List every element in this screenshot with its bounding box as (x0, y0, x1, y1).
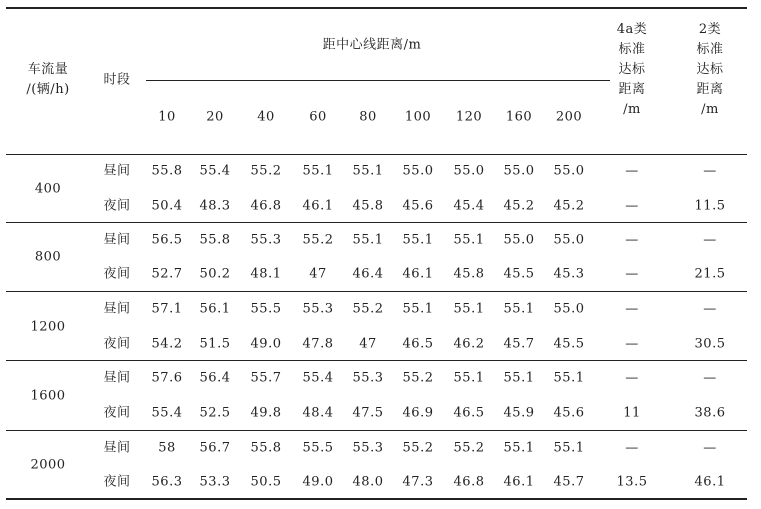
value-cell: 46.2 (453, 336, 485, 352)
period-cell: 夜间 (103, 474, 131, 490)
std-2-cell: — (703, 232, 717, 248)
std-4a-cell: — (625, 370, 639, 386)
value-cell: 45.4 (453, 198, 485, 214)
value-cell: 55.4 (302, 370, 334, 386)
group-divider (6, 360, 747, 361)
value-cell: 55.3 (250, 232, 282, 248)
std-2-cell: — (703, 301, 717, 317)
value-cell: 47 (359, 336, 377, 352)
value-cell: 46.8 (250, 198, 282, 214)
period-cell: 夜间 (103, 198, 131, 214)
header-period: 时段 (103, 72, 131, 88)
value-cell: 45.8 (352, 198, 384, 214)
value-cell: 50.4 (151, 198, 183, 214)
value-cell: 45.2 (503, 198, 535, 214)
std-4a-cell: — (625, 198, 639, 214)
header-distance-group: 距中心线距离/m (322, 37, 422, 53)
noise-distance-table (6, 0, 747, 509)
value-cell: 56.4 (199, 370, 231, 386)
std-4a-cell: — (625, 440, 639, 456)
value-cell: 45.7 (503, 336, 535, 352)
value-cell: 55.0 (553, 232, 585, 248)
flow-cell: 1200 (30, 319, 66, 334)
value-cell: 55.3 (352, 370, 384, 386)
period-cell: 昼间 (103, 370, 131, 386)
value-cell: 46.9 (402, 405, 434, 421)
std-4a-cell: — (625, 232, 639, 248)
value-cell: 45.9 (503, 405, 535, 421)
header-bottom-rule (6, 154, 747, 155)
std-2-cell: 30.5 (694, 336, 726, 352)
value-cell: 58 (158, 440, 176, 456)
value-cell: 45.3 (553, 266, 585, 282)
value-cell: 52.7 (151, 266, 183, 282)
value-cell: 55.2 (302, 232, 334, 248)
value-cell: 57.6 (151, 370, 183, 386)
value-cell: 48.4 (302, 405, 334, 421)
value-cell: 55.1 (503, 440, 535, 456)
std-2-cell: — (703, 163, 717, 179)
value-cell: 46.5 (453, 405, 485, 421)
header-std-4a: 4a类 标准 达标 距离 /m (616, 22, 648, 117)
value-cell: 55.8 (151, 163, 183, 179)
value-cell: 55.1 (402, 301, 434, 317)
value-cell: 55.3 (352, 440, 384, 456)
value-cell: 55.3 (302, 301, 334, 317)
value-cell: 55.0 (503, 232, 535, 248)
period-cell: 昼间 (103, 232, 131, 248)
flow-cell: 1600 (30, 388, 66, 403)
value-cell: 55.1 (402, 232, 434, 248)
header-distance: 160 (505, 109, 533, 125)
header-distance: 200 (555, 109, 583, 125)
value-cell: 47.5 (352, 405, 384, 421)
value-cell: 55.8 (199, 232, 231, 248)
value-cell: 47 (309, 266, 327, 282)
value-cell: 45.5 (503, 266, 535, 282)
value-cell: 50.5 (250, 474, 282, 490)
period-cell: 夜间 (103, 405, 131, 421)
value-cell: 55.1 (503, 370, 535, 386)
value-cell: 55.0 (503, 163, 535, 179)
header-distance: 60 (309, 109, 327, 125)
std-2-cell: 11.5 (694, 198, 726, 214)
value-cell: 52.5 (199, 405, 231, 421)
value-cell: 55.1 (453, 232, 485, 248)
value-cell: 55.0 (453, 163, 485, 179)
std-4a-cell: 13.5 (616, 474, 648, 490)
value-cell: 55.5 (302, 440, 334, 456)
value-cell: 55.4 (151, 405, 183, 421)
header-distance: 100 (404, 109, 432, 125)
group-divider (6, 291, 747, 292)
period-cell: 昼间 (103, 301, 131, 317)
std-2-cell: — (703, 370, 717, 386)
value-cell: 55.2 (352, 301, 384, 317)
value-cell: 55.1 (503, 301, 535, 317)
period-cell: 夜间 (103, 266, 131, 282)
value-cell: 55.8 (250, 440, 282, 456)
period-cell: 昼间 (103, 163, 131, 179)
header-flow: 车流量 /(辆/h) (26, 62, 70, 97)
value-cell: 48.0 (352, 474, 384, 490)
value-cell: 55.1 (352, 163, 384, 179)
value-cell: 45.6 (553, 405, 585, 421)
value-cell: 55.1 (453, 370, 485, 386)
value-cell: 48.3 (199, 198, 231, 214)
period-cell: 夜间 (103, 336, 131, 352)
header-distance: 40 (257, 109, 275, 125)
value-cell: 56.5 (151, 232, 183, 248)
value-cell: 49.8 (250, 405, 282, 421)
flow-cell: 400 (34, 181, 62, 196)
value-cell: 45.5 (553, 336, 585, 352)
table-top-rule (6, 7, 747, 9)
std-2-cell: 46.1 (694, 474, 726, 490)
group-divider (6, 430, 747, 431)
value-cell: 55.1 (553, 440, 585, 456)
std-4a-cell: — (625, 266, 639, 282)
header-std-2: 2类 标准 达标 距离 /m (696, 22, 724, 117)
value-cell: 49.0 (302, 474, 334, 490)
value-cell: 50.2 (199, 266, 231, 282)
table-bottom-rule (6, 498, 747, 500)
value-cell: 49.0 (250, 336, 282, 352)
value-cell: 56.1 (199, 301, 231, 317)
value-cell: 48.1 (250, 266, 282, 282)
flow-cell: 2000 (30, 457, 66, 473)
value-cell: 55.4 (199, 163, 231, 179)
value-cell: 55.1 (453, 301, 485, 317)
std-4a-cell: — (625, 163, 639, 179)
value-cell: 55.2 (250, 163, 282, 179)
value-cell: 56.3 (151, 474, 183, 490)
value-cell: 55.1 (352, 232, 384, 248)
value-cell: 57.1 (151, 301, 183, 317)
value-cell: 47.8 (302, 336, 334, 352)
std-2-cell: 38.6 (694, 405, 726, 421)
header-distance: 20 (206, 109, 224, 125)
value-cell: 56.7 (199, 440, 231, 456)
flow-cell: 800 (34, 249, 62, 265)
value-cell: 46.8 (453, 474, 485, 490)
std-2-cell: — (703, 440, 717, 456)
value-cell: 47.3 (402, 474, 434, 490)
value-cell: 55.2 (402, 440, 434, 456)
value-cell: 55.2 (402, 370, 434, 386)
value-cell: 55.0 (553, 301, 585, 317)
value-cell: 45.8 (453, 266, 485, 282)
value-cell: 45.6 (402, 198, 434, 214)
std-4a-cell: — (625, 301, 639, 317)
value-cell: 46.4 (352, 266, 384, 282)
value-cell: 55.2 (453, 440, 485, 456)
value-cell: 55.0 (402, 163, 434, 179)
std-4a-cell: 11 (623, 405, 641, 421)
value-cell: 55.0 (553, 163, 585, 179)
value-cell: 53.3 (199, 474, 231, 490)
value-cell: 46.1 (402, 266, 434, 282)
header-distance: 120 (455, 109, 483, 125)
std-2-cell: 21.5 (694, 266, 726, 282)
distance-group-underline (146, 80, 610, 81)
value-cell: 51.5 (199, 336, 231, 352)
value-cell: 55.7 (250, 370, 282, 386)
value-cell: 55.5 (250, 301, 282, 317)
value-cell: 46.5 (402, 336, 434, 352)
std-4a-cell: — (625, 336, 639, 352)
value-cell: 54.2 (151, 336, 183, 352)
value-cell: 45.2 (553, 198, 585, 214)
value-cell: 46.1 (302, 198, 334, 214)
group-divider (6, 222, 747, 223)
value-cell: 45.7 (553, 474, 585, 490)
header-distance: 80 (359, 109, 377, 125)
period-cell: 昼间 (103, 440, 131, 456)
value-cell: 55.1 (302, 163, 334, 179)
value-cell: 55.1 (553, 370, 585, 386)
header-distance: 10 (158, 109, 176, 125)
value-cell: 46.1 (503, 474, 535, 490)
